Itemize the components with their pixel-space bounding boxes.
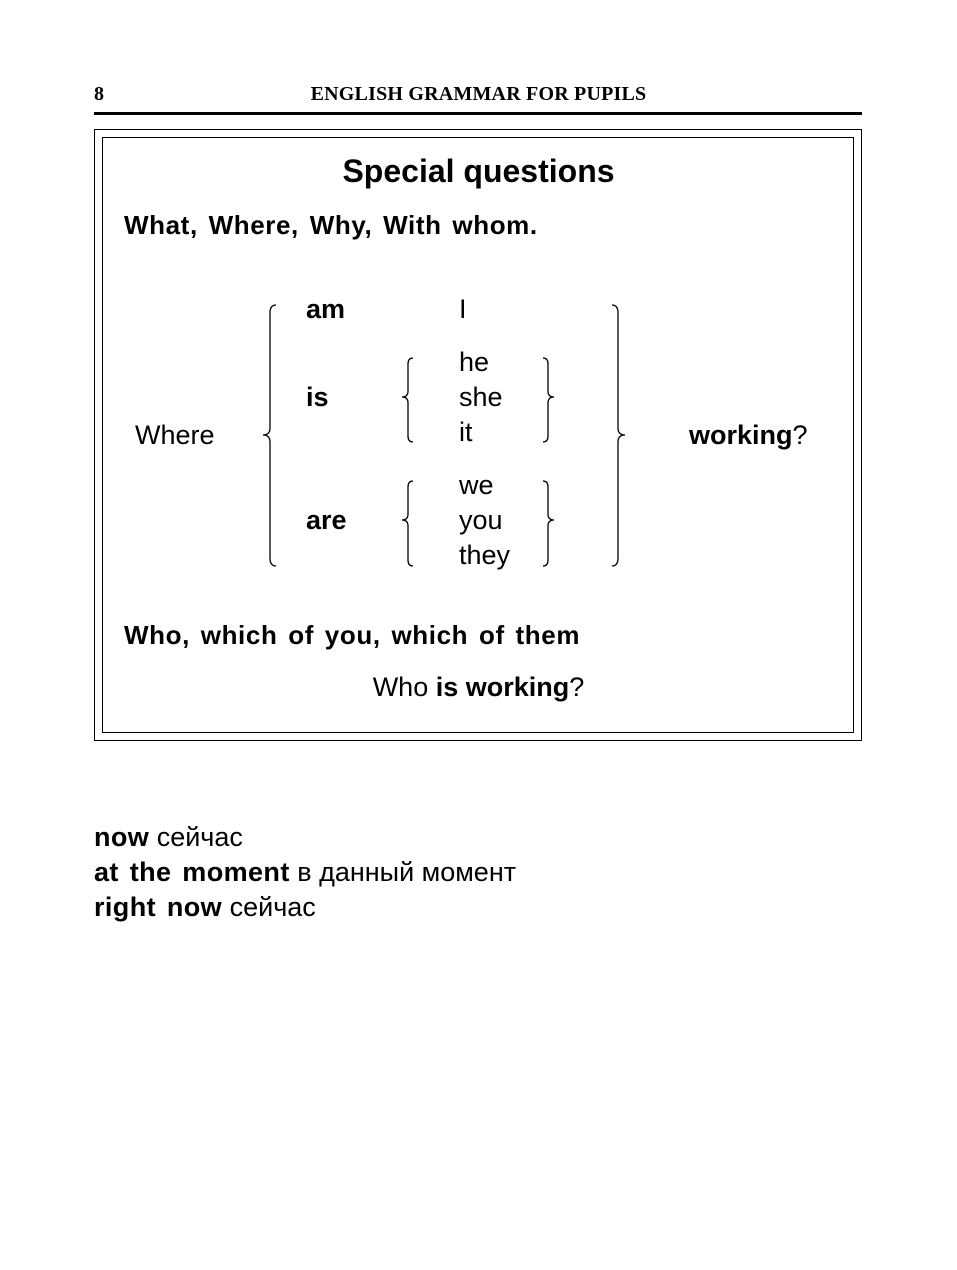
pronoun-it: it [459, 417, 473, 447]
vocab-term: right now [94, 892, 223, 922]
example-sentence [0, 671, 957, 703]
small-right-brace-he-she-it [543, 358, 554, 442]
aux-is: is [306, 382, 329, 412]
pronoun-they: they [459, 540, 511, 570]
where-word: Where [135, 420, 215, 450]
large-left-brace [263, 305, 276, 566]
aux-am: am [306, 294, 346, 324]
example-subject: Who [372, 672, 429, 702]
question-words-line-2: Who, which of you, which of them [124, 620, 581, 650]
aux-are: are [306, 505, 347, 535]
page-number: 8 [94, 83, 104, 105]
question-mark: ? [792, 420, 808, 450]
vocab-item [94, 821, 243, 853]
example-question-mark: ? [569, 672, 585, 702]
small-left-brace-he-she-it [402, 358, 413, 442]
working-word: working [689, 420, 793, 450]
small-left-brace-we-you-they [402, 481, 413, 566]
vocab-item [94, 891, 316, 923]
example-predicate: is working [435, 672, 570, 702]
vocab-item [94, 856, 516, 888]
question-words-line-1: What, Where, Why, With whom. [124, 210, 538, 240]
pronoun-she: she [459, 382, 503, 412]
vocab-translation: в данный момент [297, 857, 517, 887]
pronoun-you: you [459, 505, 503, 535]
vocab-translation: сейчас [156, 822, 243, 852]
vocab-translation: сейчас [229, 892, 316, 922]
vocab-term: now [94, 822, 150, 852]
small-right-brace-we-you-they [543, 481, 554, 566]
pronoun-he: he [459, 347, 490, 377]
running-title: ENGLISH GRAMMAR FOR PUPILS [310, 83, 647, 105]
vocab-term: at the moment [94, 857, 290, 887]
large-right-brace [612, 305, 625, 566]
box-title: Special questions [342, 153, 615, 189]
pronoun-we: we [459, 470, 494, 500]
pronoun-i: I [459, 294, 467, 324]
